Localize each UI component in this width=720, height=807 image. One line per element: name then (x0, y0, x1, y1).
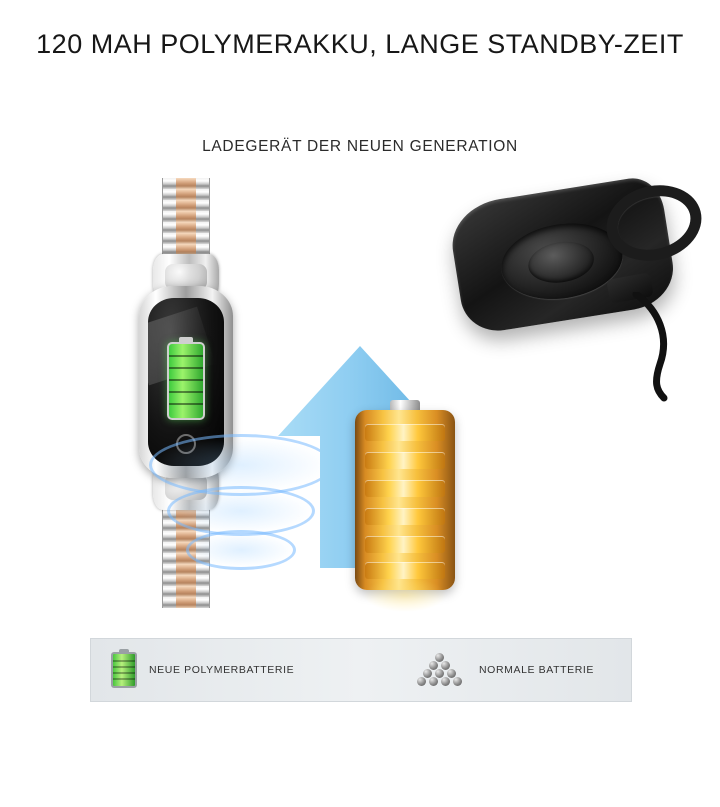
charging-cable (630, 292, 690, 402)
strap-gold-links (176, 178, 196, 266)
legend-item-new-battery (111, 639, 411, 701)
smartwatch (134, 178, 238, 608)
legend-label-new-battery: NEUE POLYMERBATTERIE (149, 664, 295, 676)
grey-pellets-icon (411, 653, 467, 687)
battery-glow (363, 578, 447, 612)
wireless-charger-dock (430, 180, 700, 420)
page-subtitle: LADEGERÄT DER NEUEN GENERATION (202, 138, 518, 155)
legend-bar (90, 638, 632, 702)
battery-body (355, 410, 455, 590)
page-title: 120 MAH POLYMERAKKU, LANGE STANDBY-ZEIT (36, 29, 684, 59)
product-illustration (0, 170, 720, 640)
green-battery-icon (111, 652, 137, 688)
legend-label-normal-battery: NORMALE BATTERIE (479, 664, 595, 676)
legend-item-normal-battery (411, 639, 594, 701)
watch-strap-upper (162, 178, 210, 266)
polymer-battery (355, 400, 455, 590)
battery-full-green-icon (167, 342, 205, 420)
